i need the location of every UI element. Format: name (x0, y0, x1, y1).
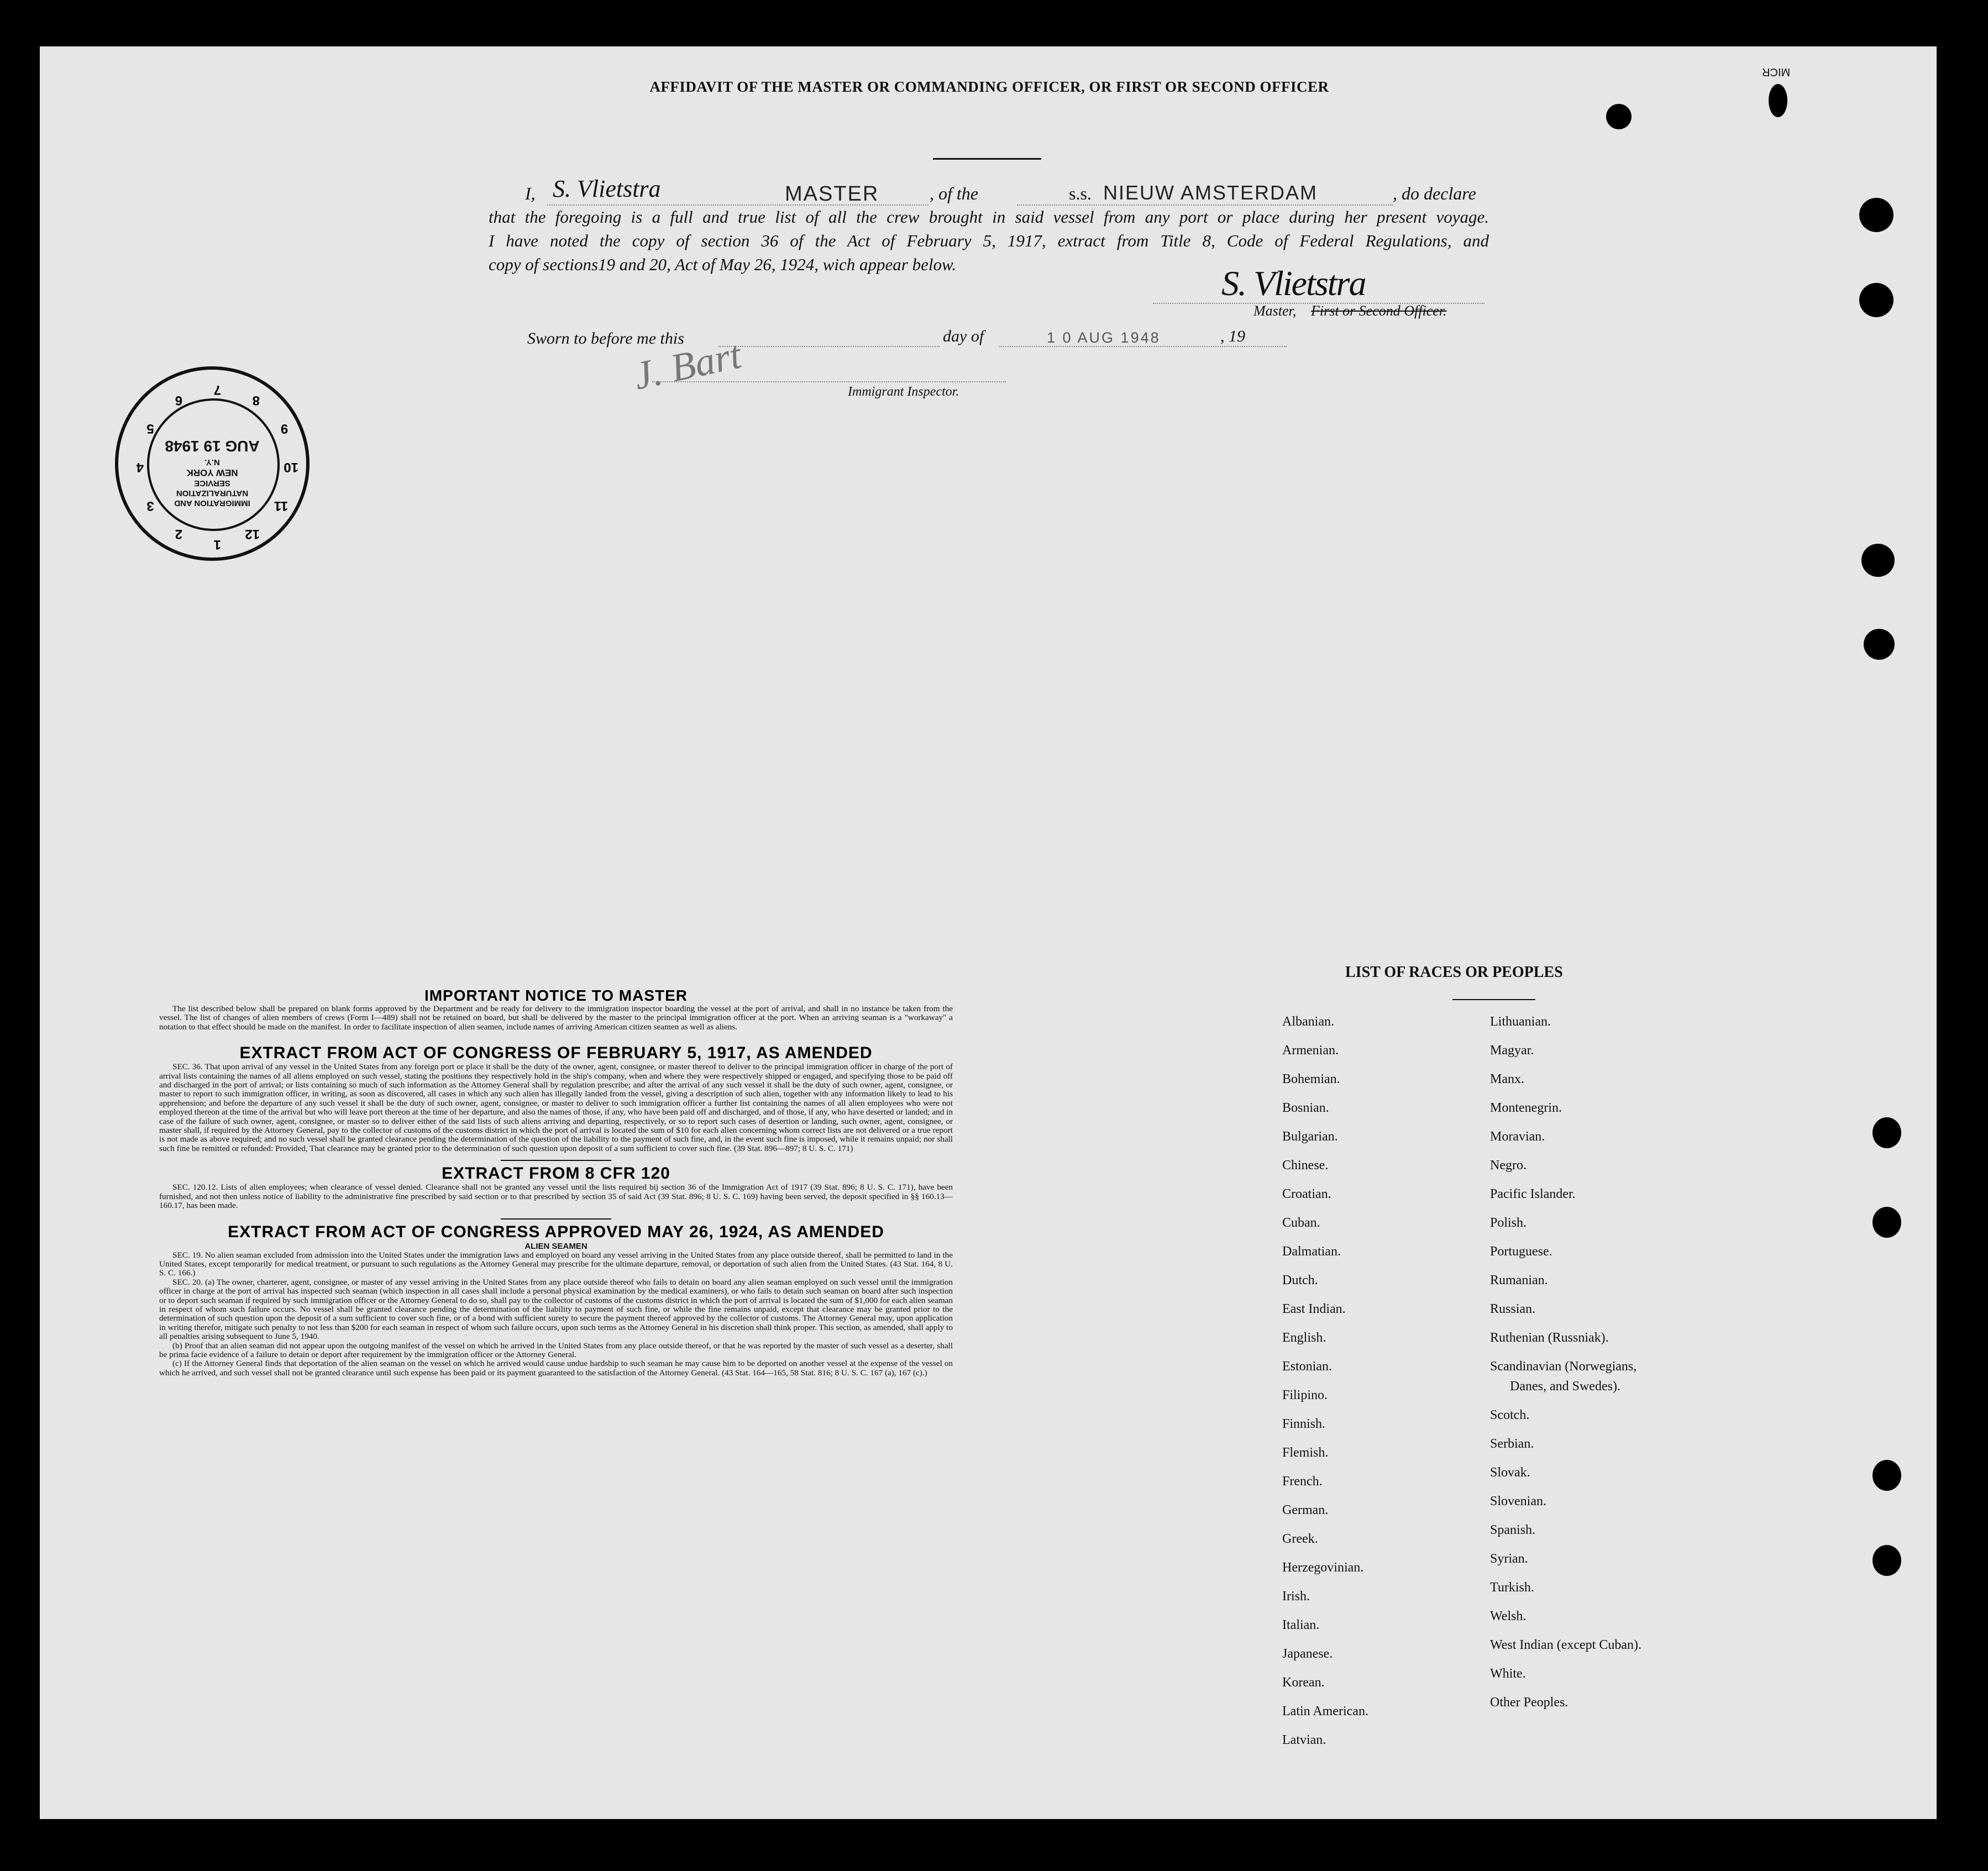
race-item: Chinese. (1282, 1158, 1329, 1173)
day-of-label: day of (943, 327, 984, 345)
race-item: Bulgarian. (1282, 1129, 1338, 1144)
stamp-number: 10 (284, 460, 298, 475)
race-item: Armenian. (1282, 1043, 1339, 1058)
stamp-number: 2 (175, 527, 182, 542)
race-item: Danes, and Swedes). (1510, 1379, 1620, 1394)
race-item: Greek. (1282, 1532, 1318, 1546)
vessel-line (1017, 204, 1393, 206)
stamp-number: 6 (175, 392, 182, 408)
sec-20a-text: SEC. 20. (a) The owner, charterer, agent, consignee, or master of any vessel arriving in the United States from any place outside thereof who fails to detain on board any alien seaman employed on such vessel until the immigration officer in charge at the port of arrival has inspected such seaman (which inspection in all cases shall include a personal physical examination by the medical examiners), or who fails to detain such seaman on board after such inspection or to deport such seaman if required by such immigration officer or the Attorney General to do so, shall pay to the collector of customs of the customs district in which the port of arrival is located the sum of $1,000 for each alien seaman in respect of whom such failure occurs. No vessel shall be granted clearance pending the determination of the liability to payment of such fine, or while the fine remains unpaid, except that clearance may be granted prior to the determination of such question upon the deposit of a sum sufficient to cover such fine, or of a bond with sufficient surety to secure the payment thereof approved by the collector of customs. The Attorney General may, upon application in writing therefor, mitigate such penalty to not less than $200 for each seaman in respect of whom such failure occurs, upon such terms as the Attorney General in his discretion shall think proper. This section, as amended, shall apply to all penalties arising subsequent to June 5, 1940. (159, 1277, 953, 1342)
binder-hole (1872, 1460, 1901, 1491)
race-item: Welsh. (1490, 1609, 1527, 1623)
race-item: Polish. (1490, 1216, 1527, 1230)
race-item: Spanish. (1490, 1523, 1536, 1537)
stamp-number: 1 (213, 537, 221, 552)
extract-cfr-text: SEC. 120.12. Lists of alien employees; when clearance of vessel denied. Clearance shall not be granted any vessel until the lists required bij section 36 of the Immigration Act of 1917 (39 Stat. 896; 8 U. S. C. 171), have been furnished, and not then unless notice of liability to the administrative fine prescribed by said section or to that prescribed by section 35 of said Act (39 Stat. 896; 8 U. S. C. 169) having been served, the deposit specified in §§ 160.13—160.17, has been made. (159, 1182, 953, 1211)
inspector-signature: J. Bart (630, 332, 746, 398)
stamp-number: 11 (274, 498, 289, 513)
inspector-label: Immigrant Inspector. (848, 385, 959, 399)
race-item: Magyar. (1490, 1043, 1534, 1058)
race-item: Latvian. (1282, 1733, 1326, 1747)
race-item: English. (1282, 1331, 1326, 1345)
races-divider (1452, 999, 1535, 1000)
vessel-name: NIEUW AMSTERDAM (1103, 181, 1318, 204)
stamp-line-1: IMMIGRATION AND (174, 498, 250, 508)
race-item: Pacific Islander. (1490, 1187, 1576, 1201)
stamp-number: 8 (252, 392, 260, 408)
sworn-label: Sworn to before me this (527, 329, 684, 348)
race-item: Slovenian. (1490, 1494, 1546, 1509)
stamp-line-5: N.Y. (204, 458, 220, 467)
binder-hole (1859, 283, 1893, 317)
immigration-stamp (115, 366, 310, 561)
race-item: Other Peoples. (1490, 1695, 1569, 1710)
binder-hole (1872, 1117, 1901, 1148)
rank-value: MASTER (785, 182, 879, 206)
race-item: Slovak. (1490, 1465, 1530, 1480)
race-item: Latin American. (1282, 1704, 1368, 1718)
extract-1917-heading: EXTRACT FROM ACT OF CONGRESS OF FEBRUARY 5, 1917, AS AMENDED (239, 1044, 873, 1063)
notice-text: The list described below shall be prepared on blank forms approved by the Department and be ready for delivery to the immigration inspector boarding the vessel at the port of arrival, and shall in no instance be taken from the vessel. The list of changes of alien members of crews (Form I—489) shall not be retained on board, but shall be delivered by the master to the principal immigration officer at the port. When an arriving seaman is a "workaway" a notation to that effect should be made on the manifest. In order to facilitate inspection of alien seamen, include names of arriving American citizen seamen as well as aliens. (159, 1004, 953, 1032)
ss-prefix: s.s. (1069, 183, 1092, 203)
binder-hole (1872, 1207, 1901, 1238)
race-item: Scotch. (1490, 1408, 1530, 1422)
race-item: Bosnian. (1282, 1101, 1329, 1115)
do-declare-label: , do declare (1393, 183, 1476, 203)
stamp-date: AUG 19 1948 (165, 438, 260, 455)
alien-seamen-subheading: ALIEN SEAMEN (524, 1241, 588, 1251)
race-item: East Indian. (1282, 1302, 1346, 1316)
declaration-i: I, (525, 183, 536, 203)
race-item: Manx. (1490, 1072, 1524, 1086)
stamp-number: 12 (245, 527, 260, 542)
binder-hole (1606, 104, 1632, 129)
race-item: Korean. (1282, 1675, 1325, 1690)
stamp-line-3: SERVICE (194, 479, 230, 488)
race-item: White. (1490, 1667, 1526, 1681)
corner-mark: MICR (1762, 66, 1791, 78)
race-item: Irish. (1282, 1589, 1310, 1604)
binder-hole (1859, 198, 1893, 232)
document-page (40, 46, 1937, 1819)
stamp-number: 3 (146, 498, 154, 513)
sec-19-text: SEC. 19. No alien seaman excluded from admission into the United States under the immigration laws and employed on board any vessel arriving in the United States from any place outside thereof, shall be permitted to land in the United States, except temporarily for medical treatment, or pursuant to such regulations as the Attorney General may prescribe for the ultimate departure, removal, or deportation of such alien from the United States. (43 Stat. 164, 8 U. S. C. 166.) (159, 1250, 953, 1278)
race-item: Herzegovinian. (1282, 1560, 1364, 1575)
declaration-line-4: copy of sections19 and 20, Act of May 26, 1924, wich appear below. (489, 255, 957, 274)
race-item: Scandinavian (Norwegians, (1490, 1359, 1637, 1374)
affidavit-title: AFFIDAVIT OF THE MASTER OR COMMANDING OFFICER, OR FIRST OR SECOND OFFICER (649, 78, 1329, 95)
binder-hole (1864, 629, 1895, 660)
master-name-signature: S. Vlietstra (553, 175, 661, 202)
race-item: Dutch. (1282, 1273, 1318, 1287)
of-the-label: , of the (930, 183, 978, 203)
section-divider (501, 1160, 611, 1161)
race-item: Italian. (1282, 1618, 1320, 1632)
extract-1924-heading: EXTRACT FROM ACT OF CONGRESS APPROVED MAY 26, 1924, AS AMENDED (228, 1222, 884, 1241)
extract-cfr-heading: EXTRACT FROM 8 CFR 120 (442, 1164, 670, 1183)
declaration-line-2: that the foregoing is a full and true list of all the crew brought in said vessel from any port or place during her present voyage. (489, 207, 1489, 227)
race-item: Albanian. (1282, 1015, 1334, 1029)
binder-hole (1861, 544, 1895, 577)
race-item: Finnish. (1282, 1417, 1326, 1431)
sec-20b-text: (b) Proof that an alien seaman did not appear upon the outgoing manifest of the vessel on which he arrived in the United States from any place outside thereof, or that he was reported by the master of such vessel as a deserter, shall be prima facie evidence of a failure to detain or deport after requirement by the immigration officer or the Attorney General. (159, 1341, 953, 1359)
struck-officer-label: First or Second Officer. (1311, 303, 1447, 319)
sec-20c-text: (c) If the Attorney General finds that deportation of the alien seaman on the vessel on which he arrived would cause undue hardship to such seaman he may cause him to be deported on another vessel at the expense of the vessel on which he arrived, and such vessel shall not be granted clearance until such expense has been paid or its payment guaranteed to the satisfaction of the Attorney General. (43 Stat. 164—165, 58 Stat. 816; 8 U. S. C. 167 (a), 167 (c).) (159, 1359, 953, 1378)
notice-section (159, 987, 953, 1378)
master-signature: S. Vlietstra (1221, 264, 1366, 303)
race-item: Estonian. (1282, 1359, 1332, 1374)
races-heading: LIST OF RACES OR PEOPLES (1345, 964, 1563, 981)
stamp-number: 9 (280, 421, 289, 436)
notice-heading: IMPORTANT NOTICE TO MASTER (424, 987, 688, 1004)
race-item: Croatian. (1282, 1187, 1331, 1201)
stamp-number: 7 (213, 382, 221, 397)
race-item: Ruthenian (Russniak). (1490, 1331, 1609, 1345)
race-item: Russian. (1490, 1302, 1536, 1316)
inspector-line (652, 381, 1006, 382)
stamp-line-2: NATURALIZATION (176, 488, 249, 498)
stamp-line-4: NEW YORK (186, 467, 238, 478)
section-divider (501, 1218, 611, 1220)
binder-hole (1769, 84, 1787, 117)
title-divider (933, 158, 1041, 160)
year-prefix: , 19 (1220, 327, 1245, 345)
race-item: Negro. (1490, 1158, 1527, 1173)
race-item: French. (1282, 1474, 1323, 1489)
race-item: Filipino. (1282, 1388, 1328, 1402)
race-item: Cuban. (1282, 1216, 1320, 1230)
race-item: Moravian. (1490, 1129, 1545, 1144)
race-item: Syrian. (1490, 1552, 1528, 1566)
race-item: Japanese. (1282, 1647, 1333, 1661)
race-item: Lithuanian. (1490, 1015, 1551, 1029)
stamp-number: 5 (146, 421, 154, 436)
race-item: Turkish. (1490, 1580, 1534, 1595)
race-item: Bohemian. (1282, 1072, 1340, 1086)
sworn-day-line (718, 346, 940, 347)
race-item: West Indian (except Cuban). (1490, 1638, 1641, 1652)
race-item: Montenegrin. (1490, 1101, 1562, 1115)
stamp-number: 4 (136, 460, 144, 475)
declaration-line-3: I have noted the copy of section 36 of the Act of February 5, 1917, extract from Title 8, Code of Federal Regulations, and (489, 231, 1489, 250)
master-label: Master, (1253, 303, 1297, 319)
race-item: Serbian. (1490, 1437, 1534, 1451)
race-item: Dalmatian. (1282, 1244, 1341, 1259)
race-item: Rumanian. (1490, 1273, 1548, 1287)
extract-1917-text: SEC. 36. That upon arrival of any vessel in the United States from any foreign port or place it shall be the duty of the owner, agent, consignee, or master thereof to deliver to the principal immigration officer in charge of the port of arrival lists containing the names of all aliens employed on such vessel, stating the positions they respectively hold in the ship's company, when and where they were respectively shipped or engaged, and specifying those to be paid off and discharged in the port of arrival; or lists containing so much of such information as the Attorney General shall by regulation prescribe; and after the arrival of any such vessel it shall be the duty of such owner, agent, consignee, or master to report to such immigration officer, in writing, as soon as discovered, all cases in which any such alien has illegally landed from the vessel, giving a description of such alien, together with any information likely to lead to his apprehension; and before the departure of any such vessel it shall be the duty of such owner, agent, consignee, or master to deliver to such immigration officer a further list containing the names of all alien employees who were not employed thereon at the time of the arrival but who will leave port thereon at the time of her departure, and also the names of those, if any, who have been paid off and discharged, and of those, if any, who have deserted or landed; and in case of the failure of such owner, agent, consignee, or master so to deliver either of the said lists of such aliens arriving and departing, respectively, or so to report such cases of desertion or landing, such owner, agent, consignee, or master shall, if required by the Attorney General, pay to the collector of customs of the customs district in which the port of arrival is located the sum of $10 for each alien concerning whom correct lists are not delivered or a true report is not made as above required; and no such vessel shall be granted clearance pending the determination of the question of the liability to the payment of such fine, and, in the event such fine is imposed, while it remains unpaid; nor shall such fine be remitted or refunded: Provided, That clearance may be granted prior to the determination of such question upon deposit of a sum sufficient to cover such fine. (39 Stat. 896—897; 8 U. S. C. 171) (159, 1062, 953, 1153)
date-stamp: 1 0 AUG 1948 (1047, 329, 1161, 346)
race-item: Flemish. (1282, 1446, 1329, 1460)
race-item: Portuguese. (1490, 1244, 1552, 1259)
binder-hole (1872, 1545, 1901, 1576)
race-item: German. (1282, 1503, 1329, 1517)
